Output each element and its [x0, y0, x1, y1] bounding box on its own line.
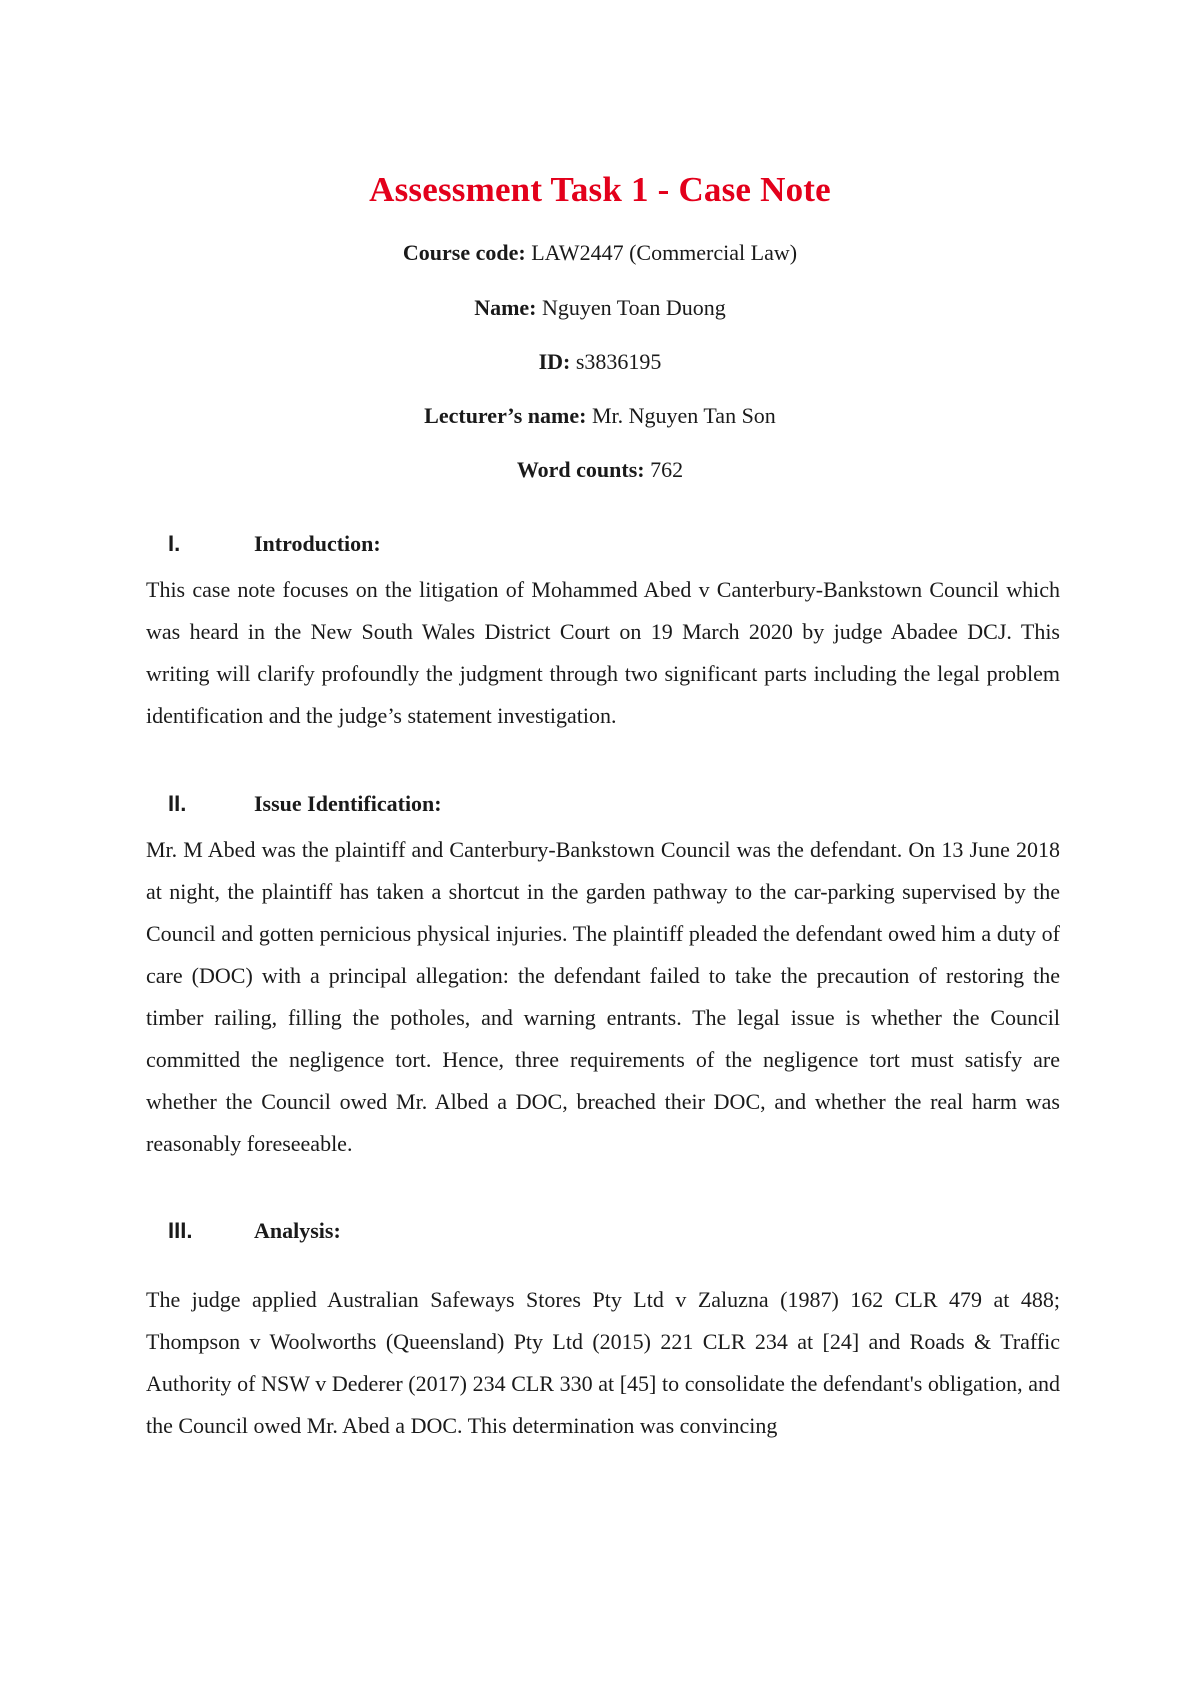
document-title: Assessment Task 1 - Case Note: [369, 170, 831, 209]
meta-value: Nguyen Toan Duong: [536, 295, 726, 320]
section-body-issue-identification: Mr. M Abed was the plaintiff and Canterbury-Bankstown Council was the defendant. On 13 June 2018 at night, the plaintiff has taken a shortcut in the garden pathway to the car-parking supervised by the Council and gotten pernicious physical injuries. The plaintiff pleaded the defendant owed him a duty of care (DOC) with a principal allegation: the defendant failed to take the precaution of restoring the timber railing, filling the potholes, and warning entrants. The legal issue is whether the Council committed the negligence tort. Hence, three requirements of the negligence tort must satisfy are whether the Council owed Mr. Albed a DOC, breached their DOC, and whether the real harm was reasonably foreseeable.: [146, 837, 1060, 1156]
meta-lecturer: [0, 402, 1200, 430]
meta-id: [0, 348, 1200, 376]
meta-word-count: [0, 456, 1200, 484]
section-body-analysis: The judge applied Australian Safeways Stores Pty Ltd v Zaluzna (1987) 162 CLR 479 at 488; Thompson v Woolworths (Queensland) Pty Ltd (2015) 221 CLR 234 at [24] and Roads & Traffic Authority of NSW v Dederer (2017) 234 CLR 330 at [45] to consolidate the defendant's obligation, and the Council owed Mr. Abed a DOC. This determination was convincing: [146, 1287, 1060, 1438]
meta-value: LAW2447 (Commercial Law): [525, 240, 798, 265]
section-heading-text: Analysis:: [254, 1218, 341, 1243]
section-numeral: II.: [168, 791, 187, 816]
section-numeral: III.: [168, 1218, 193, 1243]
meta-label: ID:: [538, 349, 571, 374]
meta-label: Word counts:: [516, 457, 645, 482]
meta-value: 762: [644, 457, 684, 482]
meta-label: Course code:: [402, 240, 526, 265]
meta-label: Name:: [474, 295, 537, 320]
meta-value: Mr. Nguyen Tan Son: [586, 403, 776, 428]
section-body-introduction: This case note focuses on the litigation of Mohammed Abed v Canterbury-Bankstown Council which was heard in the New South Wales District Court on 19 March 2020 by judge Abadee DCJ. This writing will clarify profoundly the judgment through two significant parts including the legal problem identification and the judge’s statement investigation.: [146, 577, 1060, 728]
meta-value: s3836195: [570, 349, 662, 374]
meta-name: [0, 294, 1200, 322]
section-heading-text: Introduction:: [254, 531, 381, 556]
meta-course-code: [0, 239, 1200, 267]
section-numeral: I.: [168, 531, 181, 556]
meta-label: Lecturer’s name:: [424, 403, 587, 428]
section-heading-text: Issue Identification:: [254, 791, 442, 816]
